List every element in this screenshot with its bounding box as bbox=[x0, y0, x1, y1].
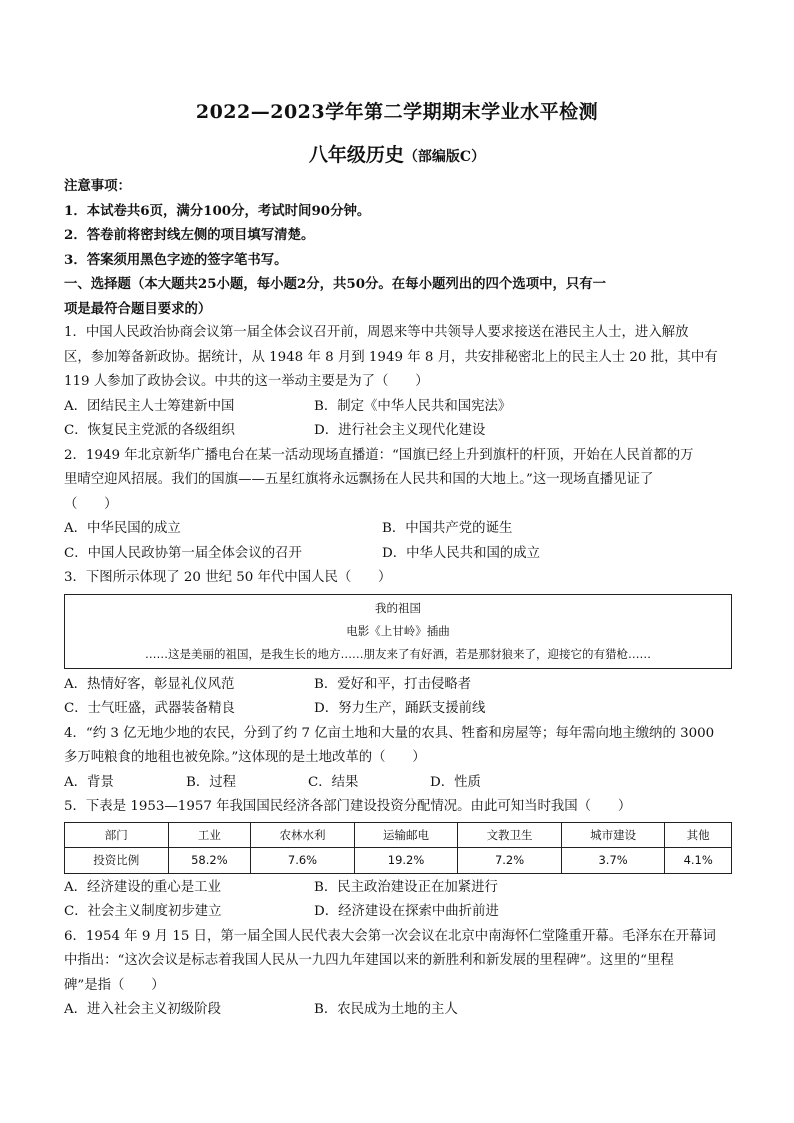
option-d[interactable]: D．进行社会主义现代化建设 bbox=[314, 423, 486, 438]
exam-content bbox=[64, 174, 732, 1023]
option-c[interactable]: C．结果 bbox=[308, 774, 359, 790]
question-3-text: 3．下图所示体现了 20 世纪 50 年代中国人民（ ） bbox=[64, 570, 392, 585]
option-c[interactable]: C．士气旺盛，武器装备精良 bbox=[64, 701, 235, 716]
question-2-text: 里晴空迎风招展。我们的国旗——五星红旗将永远飘扬在人民共和国的大地上。”这一现场直播见证了 bbox=[64, 472, 654, 487]
question-2-text: 2．1949 年北京新华广播电台在某一活动现场直播道：“国旗已经上升到旗杆的杆顶，开始在人民首都的万 bbox=[64, 447, 694, 463]
exam-subtitle bbox=[0, 140, 794, 167]
table-cell: 3.7% bbox=[561, 848, 665, 874]
edition-label: （部编版C） bbox=[403, 149, 486, 165]
song-source: 电影《上甘岭》插曲 bbox=[346, 623, 450, 638]
table-header-cell: 城市建设 bbox=[561, 822, 665, 848]
table-row bbox=[65, 848, 732, 874]
option-a[interactable]: A．背景 bbox=[64, 774, 114, 790]
table-cell: 58.2% bbox=[168, 848, 251, 874]
investment-table bbox=[64, 822, 732, 874]
question-6-text: 6．1954 年 9 月 15 日，第一届全国人民代表大会第一次会议在北京中南海怀仁堂隆重开幕。毛泽东在开幕词 bbox=[64, 928, 716, 944]
exam-title: 2022—2023学年第二学期期末学业水平检测 bbox=[195, 101, 599, 123]
option-a[interactable]: A．进入社会主义初级阶段 bbox=[64, 1002, 221, 1017]
option-c[interactable]: C．中国人民政协第一届全体会议的召开 bbox=[64, 545, 302, 561]
option-d[interactable]: D．中华人民共和国的成立 bbox=[382, 545, 541, 561]
table-cell: 7.6% bbox=[251, 848, 355, 874]
subject-label: 八年级历史 bbox=[308, 144, 404, 166]
table-header-cell: 运输邮电 bbox=[354, 822, 458, 848]
question-6-text: 中指出：“这次会议是标志着我国人民从一九四九年建国以来的新胜利和新发展的里程碑”。这里的“里程 bbox=[64, 953, 674, 968]
option-c[interactable]: C．社会主义制度初步建立 bbox=[64, 904, 222, 919]
question-5-options bbox=[64, 900, 732, 925]
question-6-text: 碑”是指（ ） bbox=[64, 977, 165, 993]
question-4-text: 多万吨粮食的地租也被免除。”这体现的是土地改革的（ ） bbox=[64, 750, 426, 765]
table-header-row bbox=[65, 822, 732, 848]
option-b[interactable]: B．中国共产党的诞生 bbox=[382, 521, 513, 536]
question-1-text: 1．中国人民政治协商会议第一届全体会议召开前，周恩来等中共领导人要求接送在港民主人士，进入解放 bbox=[64, 325, 689, 340]
option-b[interactable]: B．过程 bbox=[186, 774, 237, 790]
question-1-options bbox=[64, 419, 732, 444]
notice-item: 3．答案须用黑色字迹的签字笔书写。 bbox=[64, 251, 288, 268]
table-header-cell: 文教卫生 bbox=[458, 822, 562, 848]
table-header-cell: 其他 bbox=[665, 822, 732, 848]
question-2-options bbox=[64, 517, 732, 542]
song-lyrics-box bbox=[64, 594, 732, 669]
option-b[interactable]: B．制定《中华人民共和国宪法》 bbox=[314, 398, 512, 414]
question-5-options bbox=[64, 876, 732, 901]
question-2-options bbox=[64, 542, 732, 567]
question-3-options bbox=[64, 697, 732, 722]
question-1-text: 119 人参加了政协会议。中共的这一举动主要是为了（ ） bbox=[64, 374, 429, 389]
option-a[interactable]: A．经济建设的重心是工业 bbox=[64, 879, 221, 895]
option-d[interactable]: D．性质 bbox=[430, 774, 481, 790]
table-cell: 投资比例 bbox=[65, 848, 169, 874]
song-lyric: ……这是美丽的祖国，是我生长的地方……朋友来了有好酒，若是那豺狼来了，迎接它的有猎枪…… bbox=[145, 646, 651, 661]
section-heading-cont: 项是最符合题目要求的） bbox=[64, 300, 212, 317]
option-b[interactable]: B．农民成为土地的主人 bbox=[314, 1002, 458, 1017]
option-d[interactable]: D．经济建设在探索中曲折前进 bbox=[314, 904, 499, 919]
option-c[interactable]: C．恢复民主党派的各级组织 bbox=[64, 423, 235, 438]
question-3-options bbox=[64, 673, 732, 698]
question-6-options bbox=[64, 998, 732, 1023]
option-a[interactable]: A．团结民主人士筹建新中国 bbox=[64, 398, 235, 414]
table-cell: 4.1% bbox=[665, 848, 732, 874]
song-title: 我的祖国 bbox=[375, 600, 421, 615]
option-a[interactable]: A．热情好客，彰显礼仪风范 bbox=[64, 676, 235, 692]
notice-item: 1．本试卷共6页，满分100分，考试时间90分钟。 bbox=[64, 202, 371, 219]
option-d[interactable]: D．努力生产，踊跃支援前线 bbox=[314, 701, 486, 716]
option-b[interactable]: B．民主政治建设正在加紧进行 bbox=[314, 879, 498, 895]
question-5-text: 5．下表是 1953—1957 年我国国民经济各部门建设投资分配情况。由此可知当时我国（ ） bbox=[64, 799, 632, 814]
question-4-options bbox=[64, 771, 732, 796]
notice-heading: 注意事项： bbox=[64, 178, 131, 194]
table-header-cell: 农林水利 bbox=[251, 822, 355, 848]
table-cell: 19.2% bbox=[354, 848, 458, 874]
table-cell: 7.2% bbox=[458, 848, 562, 874]
question-1-options bbox=[64, 395, 732, 420]
section-heading: 一、选择题（本大题共25小题，每小题2分，共50分。在每小题列出的四个选项中，只有一 bbox=[64, 276, 607, 292]
question-1-text: 区，参加筹备新政协。据统计，从 1948 年 8 月到 1949 年 8 月，共安排秘密北上的民主人士 20 批，其中有 bbox=[64, 349, 718, 365]
question-2-text: （ ） bbox=[64, 496, 118, 512]
table-header-cell: 部门 bbox=[65, 822, 169, 848]
option-b[interactable]: B．爱好和平，打击侵略者 bbox=[314, 676, 472, 692]
question-4-text: 4．“约 3 亿无地少地的农民，分到了约 7 亿亩土地和大量的农具、牲畜和房屋等；每年需向地主缴纳的 3000 bbox=[64, 725, 715, 741]
notice-item: 2．答卷前将密封线左侧的项目填写清楚。 bbox=[64, 227, 315, 243]
table-header-cell: 工业 bbox=[168, 822, 251, 848]
option-a[interactable]: A．中华民国的成立 bbox=[64, 521, 181, 536]
